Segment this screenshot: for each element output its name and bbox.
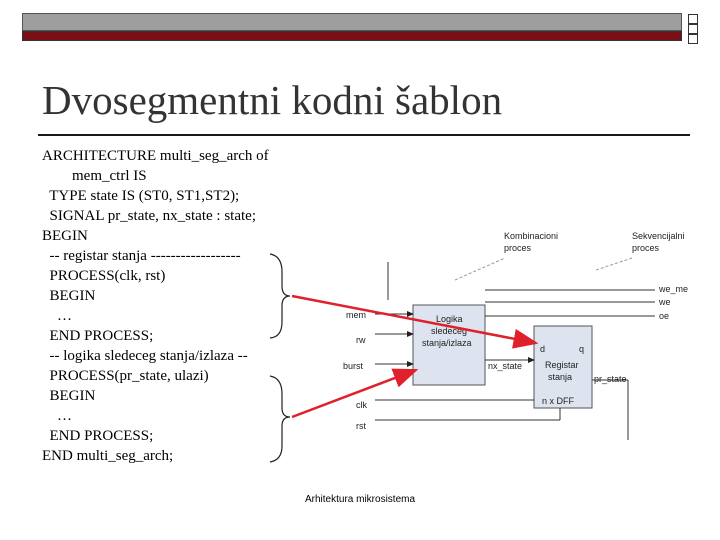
input-burst: burst xyxy=(343,361,364,371)
seq-title-1: Sekvencijalni xyxy=(632,231,685,241)
code-line: … xyxy=(42,308,72,324)
comb-title-2: proces xyxy=(504,243,532,253)
comb-process-boundary xyxy=(455,258,505,280)
code-line: -- registar stanja ------------------ xyxy=(42,248,241,264)
red-arrow-logic xyxy=(292,370,416,417)
brace-logic xyxy=(270,376,290,462)
code-line: PROCESS(pr_state, ulazi) xyxy=(42,368,209,384)
pr-state-label: pr_state xyxy=(594,374,627,384)
code-line: mem_ctrl IS xyxy=(42,168,147,184)
logic-label-1: Logika xyxy=(436,314,463,324)
input-rw: rw xyxy=(356,335,366,345)
code-line: SIGNAL pr_state, nx_state : state; xyxy=(42,208,256,224)
output-oe: oe xyxy=(659,311,670,321)
output-we-me: we_me xyxy=(659,284,689,294)
logic-label-3: stanja/izlaza xyxy=(422,338,472,348)
code-line: BEGIN xyxy=(42,228,88,244)
brace-register xyxy=(270,254,290,338)
reg-label-2: stanja xyxy=(548,372,573,382)
slide-title: Dvosegmentni kodni šablon xyxy=(42,77,503,123)
code-line: BEGIN xyxy=(42,388,96,404)
code-line: … xyxy=(42,408,72,424)
comb-title-1: Kombinacioni xyxy=(504,231,559,241)
code-line: END PROCESS; xyxy=(42,328,154,344)
output-we: we xyxy=(659,297,671,307)
code-line: BEGIN xyxy=(42,288,96,304)
reg-q-label: q xyxy=(579,344,585,354)
input-clk: clk xyxy=(356,400,367,410)
code-line: -- logika sledeceg stanja/izlaza -- xyxy=(42,348,248,364)
logic-label-2: sledeceg xyxy=(431,326,468,336)
reg-dff-label: n x DFF xyxy=(542,396,575,406)
code-line: PROCESS(clk, rst) xyxy=(42,268,166,284)
slide-footer: Arhitektura mikrosistema xyxy=(305,494,416,505)
seq-title-2: proces xyxy=(632,243,660,253)
code-line: END PROCESS; xyxy=(42,428,154,444)
input-rst: rst xyxy=(356,421,366,431)
seq-process-boundary xyxy=(596,258,632,270)
code-line: END multi_seg_arch; xyxy=(42,448,174,464)
code-line: TYPE state IS (ST0, ST1,ST2); xyxy=(42,188,240,204)
input-mem: mem xyxy=(346,310,366,320)
reg-label-1: Registar xyxy=(545,360,579,370)
nx-state-label: nx_state xyxy=(488,361,523,371)
reg-d-label: d xyxy=(540,344,546,354)
code-line: ARCHITECTURE multi_seg_arch of xyxy=(42,148,269,164)
